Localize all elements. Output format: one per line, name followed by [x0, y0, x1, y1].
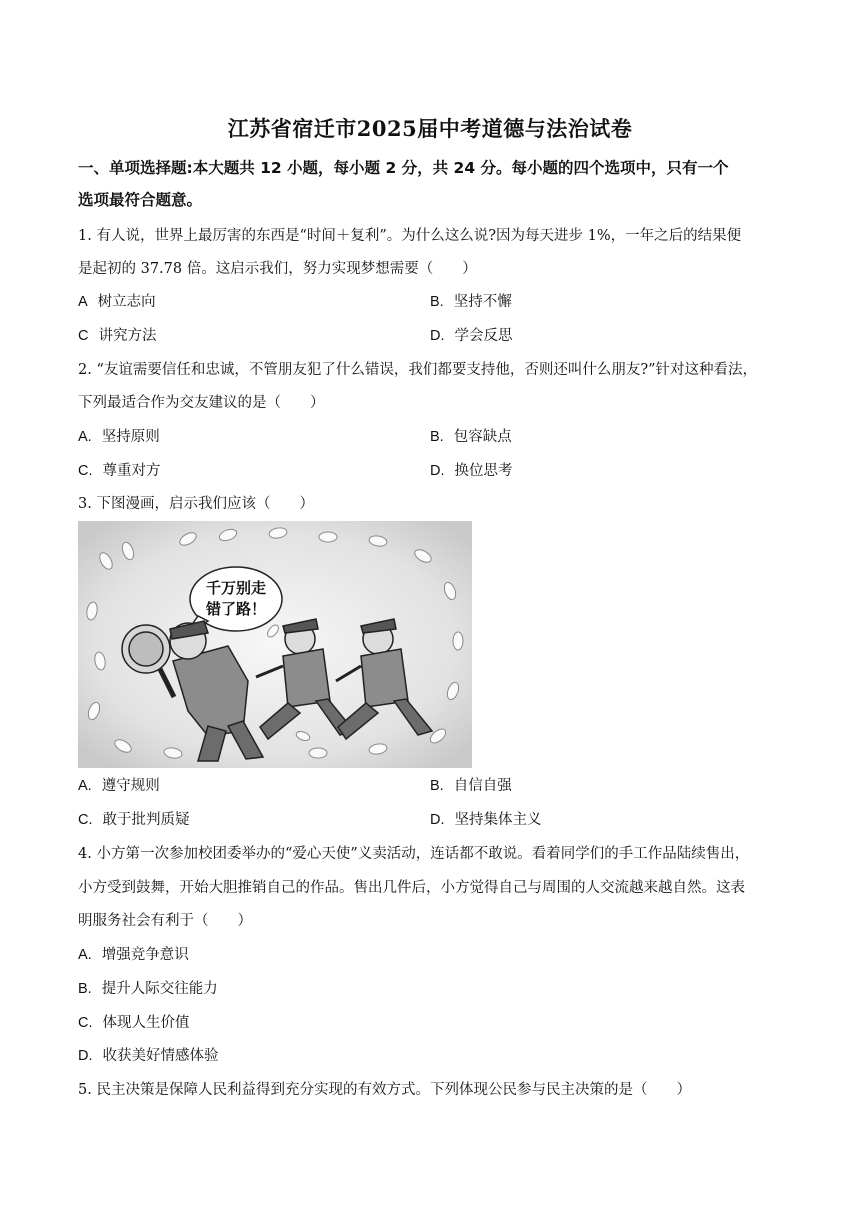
bubble-line-2: 错了路！ — [205, 600, 267, 618]
option-key: A. — [78, 429, 92, 445]
option-key: B. — [430, 778, 444, 794]
comic-drawing — [78, 521, 472, 768]
comic-illustration — [78, 521, 472, 768]
question-2-text-cont: 下列最适合作为交友建议的是（ ） — [78, 395, 325, 411]
option-text: 敢于批判质疑 — [102, 812, 190, 828]
q3-option-c — [78, 810, 190, 830]
q2-option-b — [430, 427, 512, 447]
option-key: B. — [430, 429, 444, 445]
option-key: C — [78, 328, 89, 344]
question-5-text: 5. 民主决策是保障人民利益得到充分实现的有效方式。下列体现公民参与民主决策的是（ ） — [78, 1082, 691, 1098]
q4-option-b — [78, 979, 218, 999]
q3-option-d — [430, 810, 542, 830]
section-heading: 一、单项选择题:本大题共 12 小题，每小题 2 分，共 24 分。每小题的四个选项中，只有一个 — [78, 159, 729, 177]
q1-option-d — [430, 326, 513, 346]
question-4-text-cont-2: 明服务社会有利于（ ） — [78, 913, 252, 929]
q1-option-c — [78, 326, 156, 346]
q4-option-a — [78, 945, 189, 965]
question-1-text: 1. 有人说，世界上最厉害的东西是“时间＋复利”。为什么这么说?因为每天进步 1%，一年之后的结果便 — [78, 228, 742, 244]
option-key: C. — [78, 812, 93, 828]
q3-option-b — [430, 776, 512, 796]
option-text: 体现人生价值 — [102, 1015, 190, 1031]
bubble-line-1: 千万别走 — [205, 579, 267, 597]
q2-option-a — [78, 427, 160, 447]
option-text: 自信自强 — [453, 778, 512, 794]
question-4-text: 4. 小方第一次参加校团委举办的“爱心天使”义卖活动，连话都不敢说。看着同学们的手工作品陆续售出， — [78, 846, 750, 862]
q1-option-a — [78, 292, 156, 312]
option-text: 遵守规则 — [101, 778, 160, 794]
option-key: B. — [78, 981, 92, 997]
option-text: 换位思考 — [454, 463, 513, 479]
option-key: D. — [430, 463, 445, 479]
q3-option-a — [78, 776, 160, 796]
option-text: 树立志向 — [97, 294, 156, 310]
option-text: 坚持不懈 — [453, 294, 512, 310]
question-1-text-cont: 是起初的 37.78 倍。这启示我们，努力实现梦想需要（ ） — [78, 261, 477, 277]
option-text: 提升人际交往能力 — [101, 981, 218, 997]
q2-option-d — [430, 461, 513, 481]
option-text: 包容缺点 — [453, 429, 512, 445]
question-4-text-cont: 小方受到鼓舞，开始大胆推销自己的作品。售出几件后，小方觉得自己与周围的人交流越来越自然。这表 — [78, 880, 745, 896]
option-text: 坚持集体主义 — [454, 812, 542, 828]
option-key: D. — [78, 1048, 93, 1064]
option-text: 增强竞争意识 — [101, 947, 189, 963]
option-text: 讲究方法 — [98, 328, 157, 344]
option-key: A. — [78, 947, 92, 963]
option-key: B. — [430, 294, 444, 310]
q1-option-b — [430, 292, 512, 312]
option-key: D. — [430, 812, 445, 828]
option-text: 尊重对方 — [102, 463, 161, 479]
section-heading-cont: 选项最符合题意。 — [78, 191, 203, 209]
option-key: C. — [78, 1015, 93, 1031]
option-text: 坚持原则 — [101, 429, 160, 445]
option-text: 学会反思 — [454, 328, 513, 344]
option-key: D. — [430, 328, 445, 344]
option-text: 收获美好情感体验 — [102, 1048, 219, 1064]
question-3-text: 3. 下图漫画，启示我们应该（ ） — [78, 496, 314, 512]
question-2-text: 2. “友谊需要信任和忠诚，不管朋友犯了什么错误，我们都要支持他，否则还叫什么朋友?”针对这种看法， — [78, 362, 758, 378]
q4-option-c — [78, 1013, 190, 1033]
q2-option-c — [78, 461, 161, 481]
option-key: A. — [78, 778, 92, 794]
q4-option-d — [78, 1046, 219, 1066]
option-key: A — [78, 294, 88, 310]
page-title: 江苏省宿迁市2025届中考道德与法治试卷 — [227, 116, 633, 141]
option-key: C. — [78, 463, 93, 479]
